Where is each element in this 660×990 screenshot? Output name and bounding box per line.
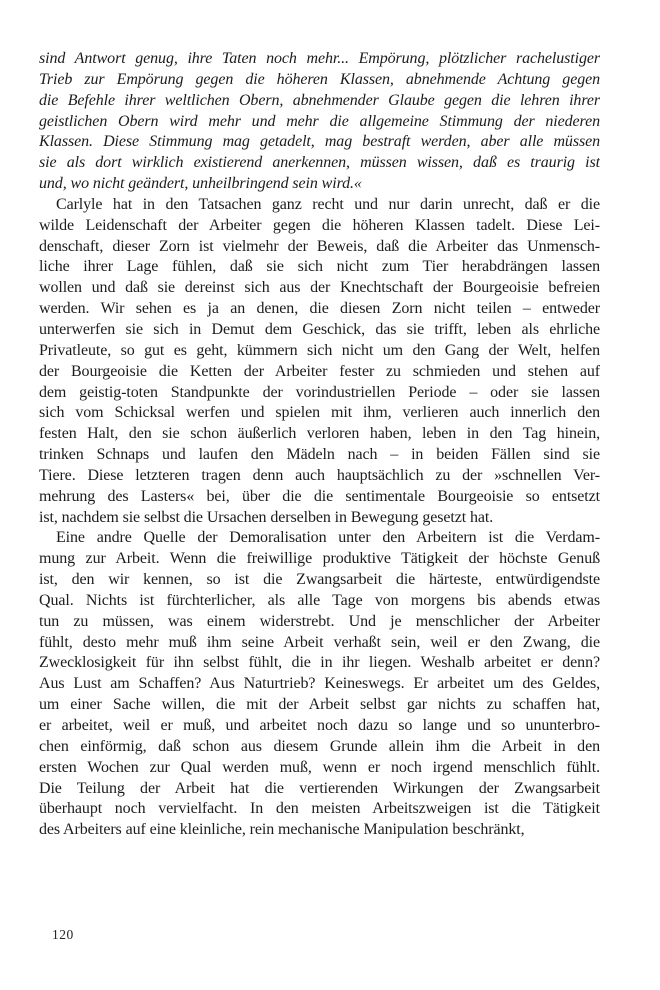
text-line: Privatleute, so gut es geht, kümmern sich nicht um den Gang der Welt, helfen <box>39 341 600 359</box>
text-line: der Bourgeoisie die Ketten der Arbeiter fester zu schmieden und stehen auf <box>39 362 600 380</box>
text-line: überhaupt noch vervielfacht. In den meisten Arbeitszweigen ist die Tätigkeit <box>39 800 600 818</box>
text-line: liche ihrer Lage fühlen, daß sie sich nicht zum Tier herabdrängen lassen <box>39 258 600 276</box>
paragraph-demoralisation <box>39 528 600 841</box>
text-line: chen einförmig, daß schon aus diesem Grunde allein ihm die Arbeit in den <box>39 737 600 755</box>
text-line: ist, den wir kennen, so ist die Zwangsarbeit die härteste, entwürdigendste <box>39 571 600 589</box>
text-line: um einer Sache willen, die mit der Arbeit selbst gar nichts zu schaffen hat, <box>39 696 600 714</box>
text-line: er arbeitet, weil er muß, und arbeitet noch dazu so lange und so ununterbro- <box>39 717 600 734</box>
text-line: wollen und daß sie dereinst sich aus der Knechtschaft der Bourgeoisie befreien <box>39 279 600 297</box>
text-line: ersten Wochen zur Qual werden muß, wenn er noch irgend menschlich fühlt. <box>39 758 600 776</box>
text-line: denschaft, dieser Zorn ist vielmehr der Beweis, daß die Arbeiter das Unmensch- <box>39 237 600 255</box>
text-line: Qual. Nichts ist fürchterlicher, als alle Tage von morgens bis abends etwas <box>39 591 600 609</box>
text-line: mehrung des Lasters« bei, über die die sentimentale Bourgeoisie so entsetzt <box>39 487 600 505</box>
text-line: tun zu müssen, was einem widerstrebt. Und je menschlicher der Arbeiter <box>39 612 600 630</box>
quote-paragraph <box>39 49 600 195</box>
text-line: Tiere. Diese letzteren tragen denn auch hauptsächlich zu der »schnellen Ver- <box>39 466 600 484</box>
text-line: mung zur Arbeit. Wenn die freiwillige produktive Tätigkeit der höchste Genuß <box>39 550 600 568</box>
text-line: des Arbeiters auf eine kleinliche, rein mechanische Manipulation beschränkt, <box>39 821 525 839</box>
text-line: Carlyle hat in den Tatsachen ganz recht und nur darin unrecht, daß er die <box>56 195 600 213</box>
text-line: sind Antwort genug, ihre Taten noch mehr... Empörung, plötzlicher rachelustiger <box>39 50 600 67</box>
text-line: festen Halt, den sie schon äußerlich verloren haben, leben in den Tag hinein, <box>39 425 600 443</box>
text-line: werden. Wir sehen es ja an denen, die diesen Zorn nicht teilen – entweder <box>39 300 600 318</box>
text-line: ist, nachdem sie selbst die Ursachen derselben in Bewegung gesetzt hat. <box>39 508 494 526</box>
page-number: 120 <box>52 927 74 942</box>
text-line: Zwecklosigkeit für ihn selbst fühlt, die in ihr liegen. Weshalb arbeitet er denn? <box>39 654 600 672</box>
text-line: sich vom Schicksal werfen und spielen mit ihm, verlieren auch innerlich den <box>39 404 600 422</box>
text-line: Klassen. Diese Stimmung mag getadelt, mag bestraft werden, aber alle müssen <box>39 133 600 151</box>
text-line: unterwerfen sie sich in Demut dem Geschick, das sie trifft, leben als ehrliche <box>39 320 600 338</box>
text-line: dem geistig-toten Standpunkte der vorindustriellen Periode – oder sie lassen <box>39 383 600 401</box>
paragraph-carlyle <box>39 195 600 529</box>
body-text-block <box>39 49 600 841</box>
text-line: Die Teilung der Arbeit hat die vertierenden Wirkungen der Zwangsarbeit <box>39 779 600 797</box>
text-line: fühlt, desto mehr muß ihm seine Arbeit verhaßt sein, weil er den Zwang, die <box>39 633 600 651</box>
page-footer <box>52 926 74 944</box>
text-line: und, wo nicht geändert, unheilbringend sein wird.« <box>39 175 362 193</box>
text-line: sie als dort wirklich existierend anerkennen, müssen wissen, daß es traurig ist <box>39 154 600 172</box>
text-line: trinken Schnaps und laufen den Mädeln nach – in beiden Fällen sind sie <box>39 446 600 464</box>
text-line: Trieb zur Empörung gegen die höheren Klassen, abnehmende Achtung gegen <box>39 70 600 88</box>
text-line: wilde Leidenschaft der Arbeiter gegen die höheren Klassen tadelt. Diese Lei- <box>39 216 600 234</box>
text-line: Aus Lust am Schaffen? Aus Naturtrieb? Keineswegs. Er arbeitet um des Geldes, <box>39 675 600 693</box>
text-line: Eine andre Quelle der Demoralisation unter den Arbeitern ist die Verdam- <box>56 529 600 547</box>
text-line: geistlichen Obern wird mehr und mehr die allgemeine Stimmung der niederen <box>39 112 600 130</box>
text-line: die Befehle ihrer weltlichen Obern, abnehmender Glaube gegen die lehren ihrer <box>39 91 600 109</box>
